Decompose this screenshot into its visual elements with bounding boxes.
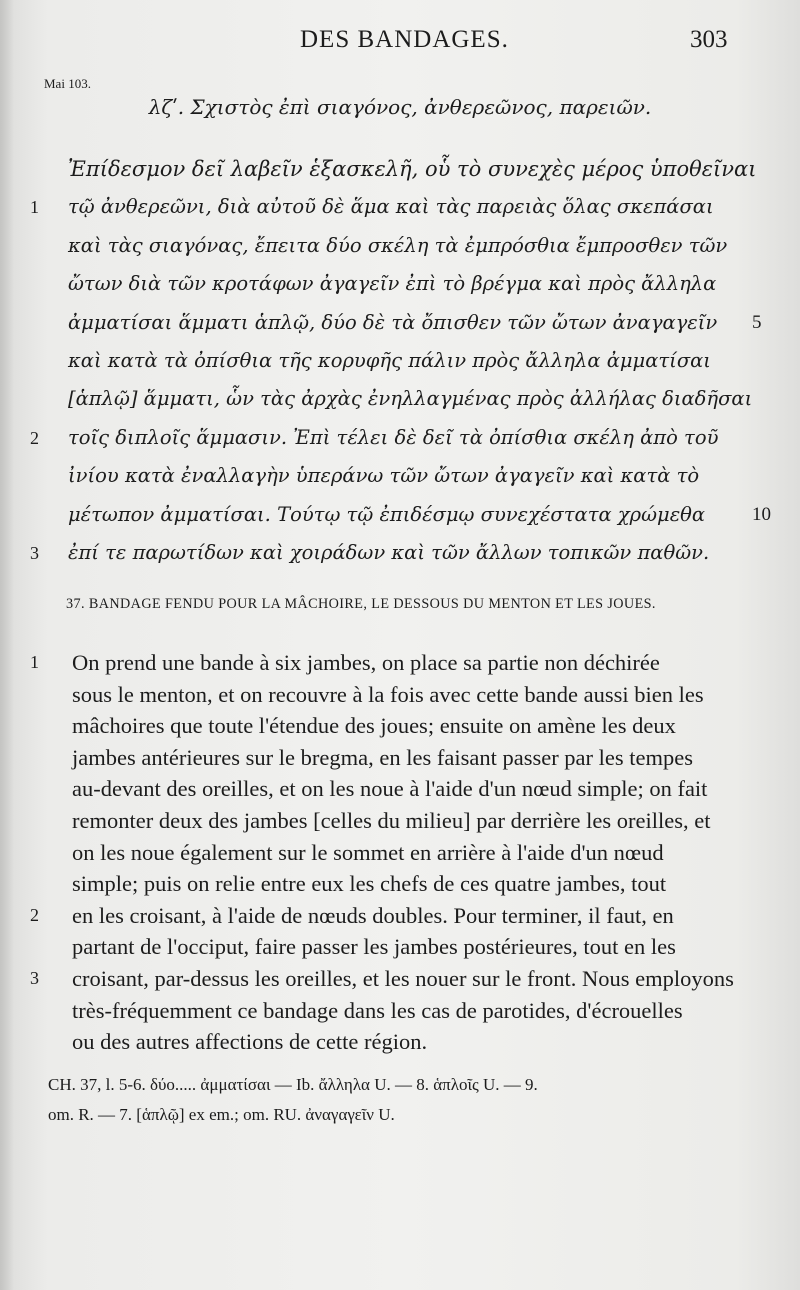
apparatus-line: om. R. — 7. [ἁπλῷ] ex em.; om. RU. ἀναγαγεῖν U. — [48, 1105, 395, 1124]
text-line — [0, 742, 800, 774]
text-line — [0, 457, 800, 495]
margin-marker: 3 — [30, 542, 39, 563]
text-line — [0, 265, 800, 303]
text-line — [0, 342, 800, 380]
line-text: sous le menton, et on recouvre à la fois avec cette bande aussi bien les — [72, 681, 704, 707]
text-line — [0, 963, 800, 995]
text-line — [0, 419, 800, 457]
line-text: Ἐπίδεσμον δεῖ λαβεῖν ἑξασκελῆ, οὗ τὸ συνεχὲς μέρος ὑποθεῖναι — [68, 157, 757, 181]
line-text: καὶ τὰς σιαγόνας, ἔπειτα δύο σκέλη τὰ ἐμπρόσθια ἔμπροσθεν τῶν — [68, 233, 728, 257]
line-text: ou des autres affections de cette région. — [72, 1029, 428, 1055]
page-number: 303 — [690, 26, 728, 53]
line-text: ἰνίου κατὰ ἐναλλαγὴν ὑπεράνω τῶν ὤτων ἀγαγεῖν καὶ κατὰ τὸ — [68, 464, 700, 488]
text-line — [0, 900, 800, 932]
text-line — [0, 679, 800, 711]
line-text: en les croisant, à l'aide de nœuds doubles. Pour terminer, il faut, en — [72, 902, 674, 928]
line-number: 5 — [752, 311, 762, 333]
line-text: simple; puis on relie entre eux les chefs de ces quatre jambes, tout — [72, 871, 667, 897]
line-number: 10 — [752, 503, 771, 525]
line-text: μέτωπον ἀμματίσαι. Τούτῳ τῷ ἐπιδέσμῳ συνεχέστατα χρώμεθα — [68, 502, 706, 526]
line-text: τῷ ἀνθερεῶνι, διὰ αὐτοῦ δὲ ἅμα καὶ τὰς παρειὰς ὅλας σκεπάσαι — [68, 195, 714, 219]
line-text: remonter deux des jambes [celles du milieu] par derrière les oreilles, et — [72, 807, 711, 833]
line-text: mâchoires que toute l'étendue des joues; ensuite on amène les deux — [72, 713, 676, 739]
text-line — [0, 837, 800, 869]
text-line — [0, 304, 800, 342]
text-line — [0, 931, 800, 963]
text-line — [0, 227, 800, 265]
text-line — [0, 773, 800, 805]
apparatus-line: CH. 37, l. 5-6. δύο..... ἀμματίσαι — Ib. ἄλληλα U. — 8. ἁπλοῖς U. — 9. — [48, 1075, 538, 1094]
line-text: τοῖς διπλοῖς ἅμμασιν. Ἐπὶ τέλει δὲ δεῖ τὰ ὀπίσθια σκέλη ἀπὸ τοῦ — [68, 425, 719, 449]
margin-marker: 3 — [30, 967, 39, 988]
line-text: croisant, par-dessus les oreilles, et les nouer sur le front. Nous employons — [72, 965, 734, 991]
margin-marker: 1 — [30, 652, 39, 672]
text-line — [0, 1026, 800, 1058]
line-text: ἀμματίσαι ἅμματι ἁπλῷ, δύο δὲ τὰ ὄπισθεν τῶν ὤτων ἀναγαγεῖν — [68, 310, 718, 334]
text-line — [0, 995, 800, 1027]
text-line — [0, 380, 800, 418]
line-text: jambes antérieures sur le bregma, en les faisant passer par les tempes — [72, 744, 694, 770]
text-line — [0, 647, 800, 679]
text-line — [0, 868, 800, 900]
french-section-heading: 37. BANDAGE FENDU POUR LA MÂCHOIRE, LE DESSOUS DU MENTON ET LES JOUES. — [66, 596, 656, 612]
margin-marker: 2 — [30, 427, 39, 448]
line-text: On prend une bande à six jambes, on place sa partie non déchirée — [72, 650, 660, 675]
running-head: DES BANDAGES. — [300, 26, 509, 53]
edition-reference: Mai 103. — [44, 76, 91, 91]
text-line — [0, 188, 800, 226]
text-line — [0, 710, 800, 742]
text-line — [0, 150, 800, 188]
margin-marker: 2 — [30, 904, 39, 925]
line-text: ὤτων διὰ τῶν κροτάφων ἀγαγεῖν ἐπὶ τὸ βρέγμα καὶ πρὸς ἄλληλα — [68, 272, 717, 296]
line-text: ἐπί τε παρωτίδων καὶ χοιράδων καὶ τῶν ἄλλων τοπικῶν παθῶν. — [68, 540, 710, 564]
line-text: on les noue également sur le sommet en arrière à l'aide d'un nœud — [72, 839, 664, 865]
line-text: très-fréquemment ce bandage dans les cas de parotides, d'écrouelles — [72, 997, 683, 1023]
french-text-block — [0, 647, 800, 1058]
text-line — [0, 805, 800, 837]
line-text: partant de l'occiput, faire passer les jambes postérieures, tout en les — [72, 934, 676, 960]
line-text: [ἁπλῷ] ἅμματι, ὧν τὰς ἀρχὰς ἐνηλλαγμένας πρὸς ἀλλήλας διαδῆσαι — [68, 387, 753, 411]
greek-text-block — [0, 150, 800, 572]
critical-apparatus — [48, 1070, 768, 1130]
text-line — [0, 534, 800, 572]
line-text: au-devant des oreilles, et on les noue à l'aide d'un nœud simple; on fait — [72, 776, 708, 802]
line-text: καὶ κατὰ τὰ ὀπίσθια τῆς κορυφῆς πάλιν πρὸς ἄλληλα ἀμματίσαι — [68, 348, 711, 372]
margin-marker: 1 — [30, 197, 39, 218]
greek-section-heading: λζʹ. Σχιστὸς ἐπὶ σιαγόνος, ἀνθερεῶνος, παρειῶν. — [148, 95, 652, 119]
text-line — [0, 496, 800, 534]
